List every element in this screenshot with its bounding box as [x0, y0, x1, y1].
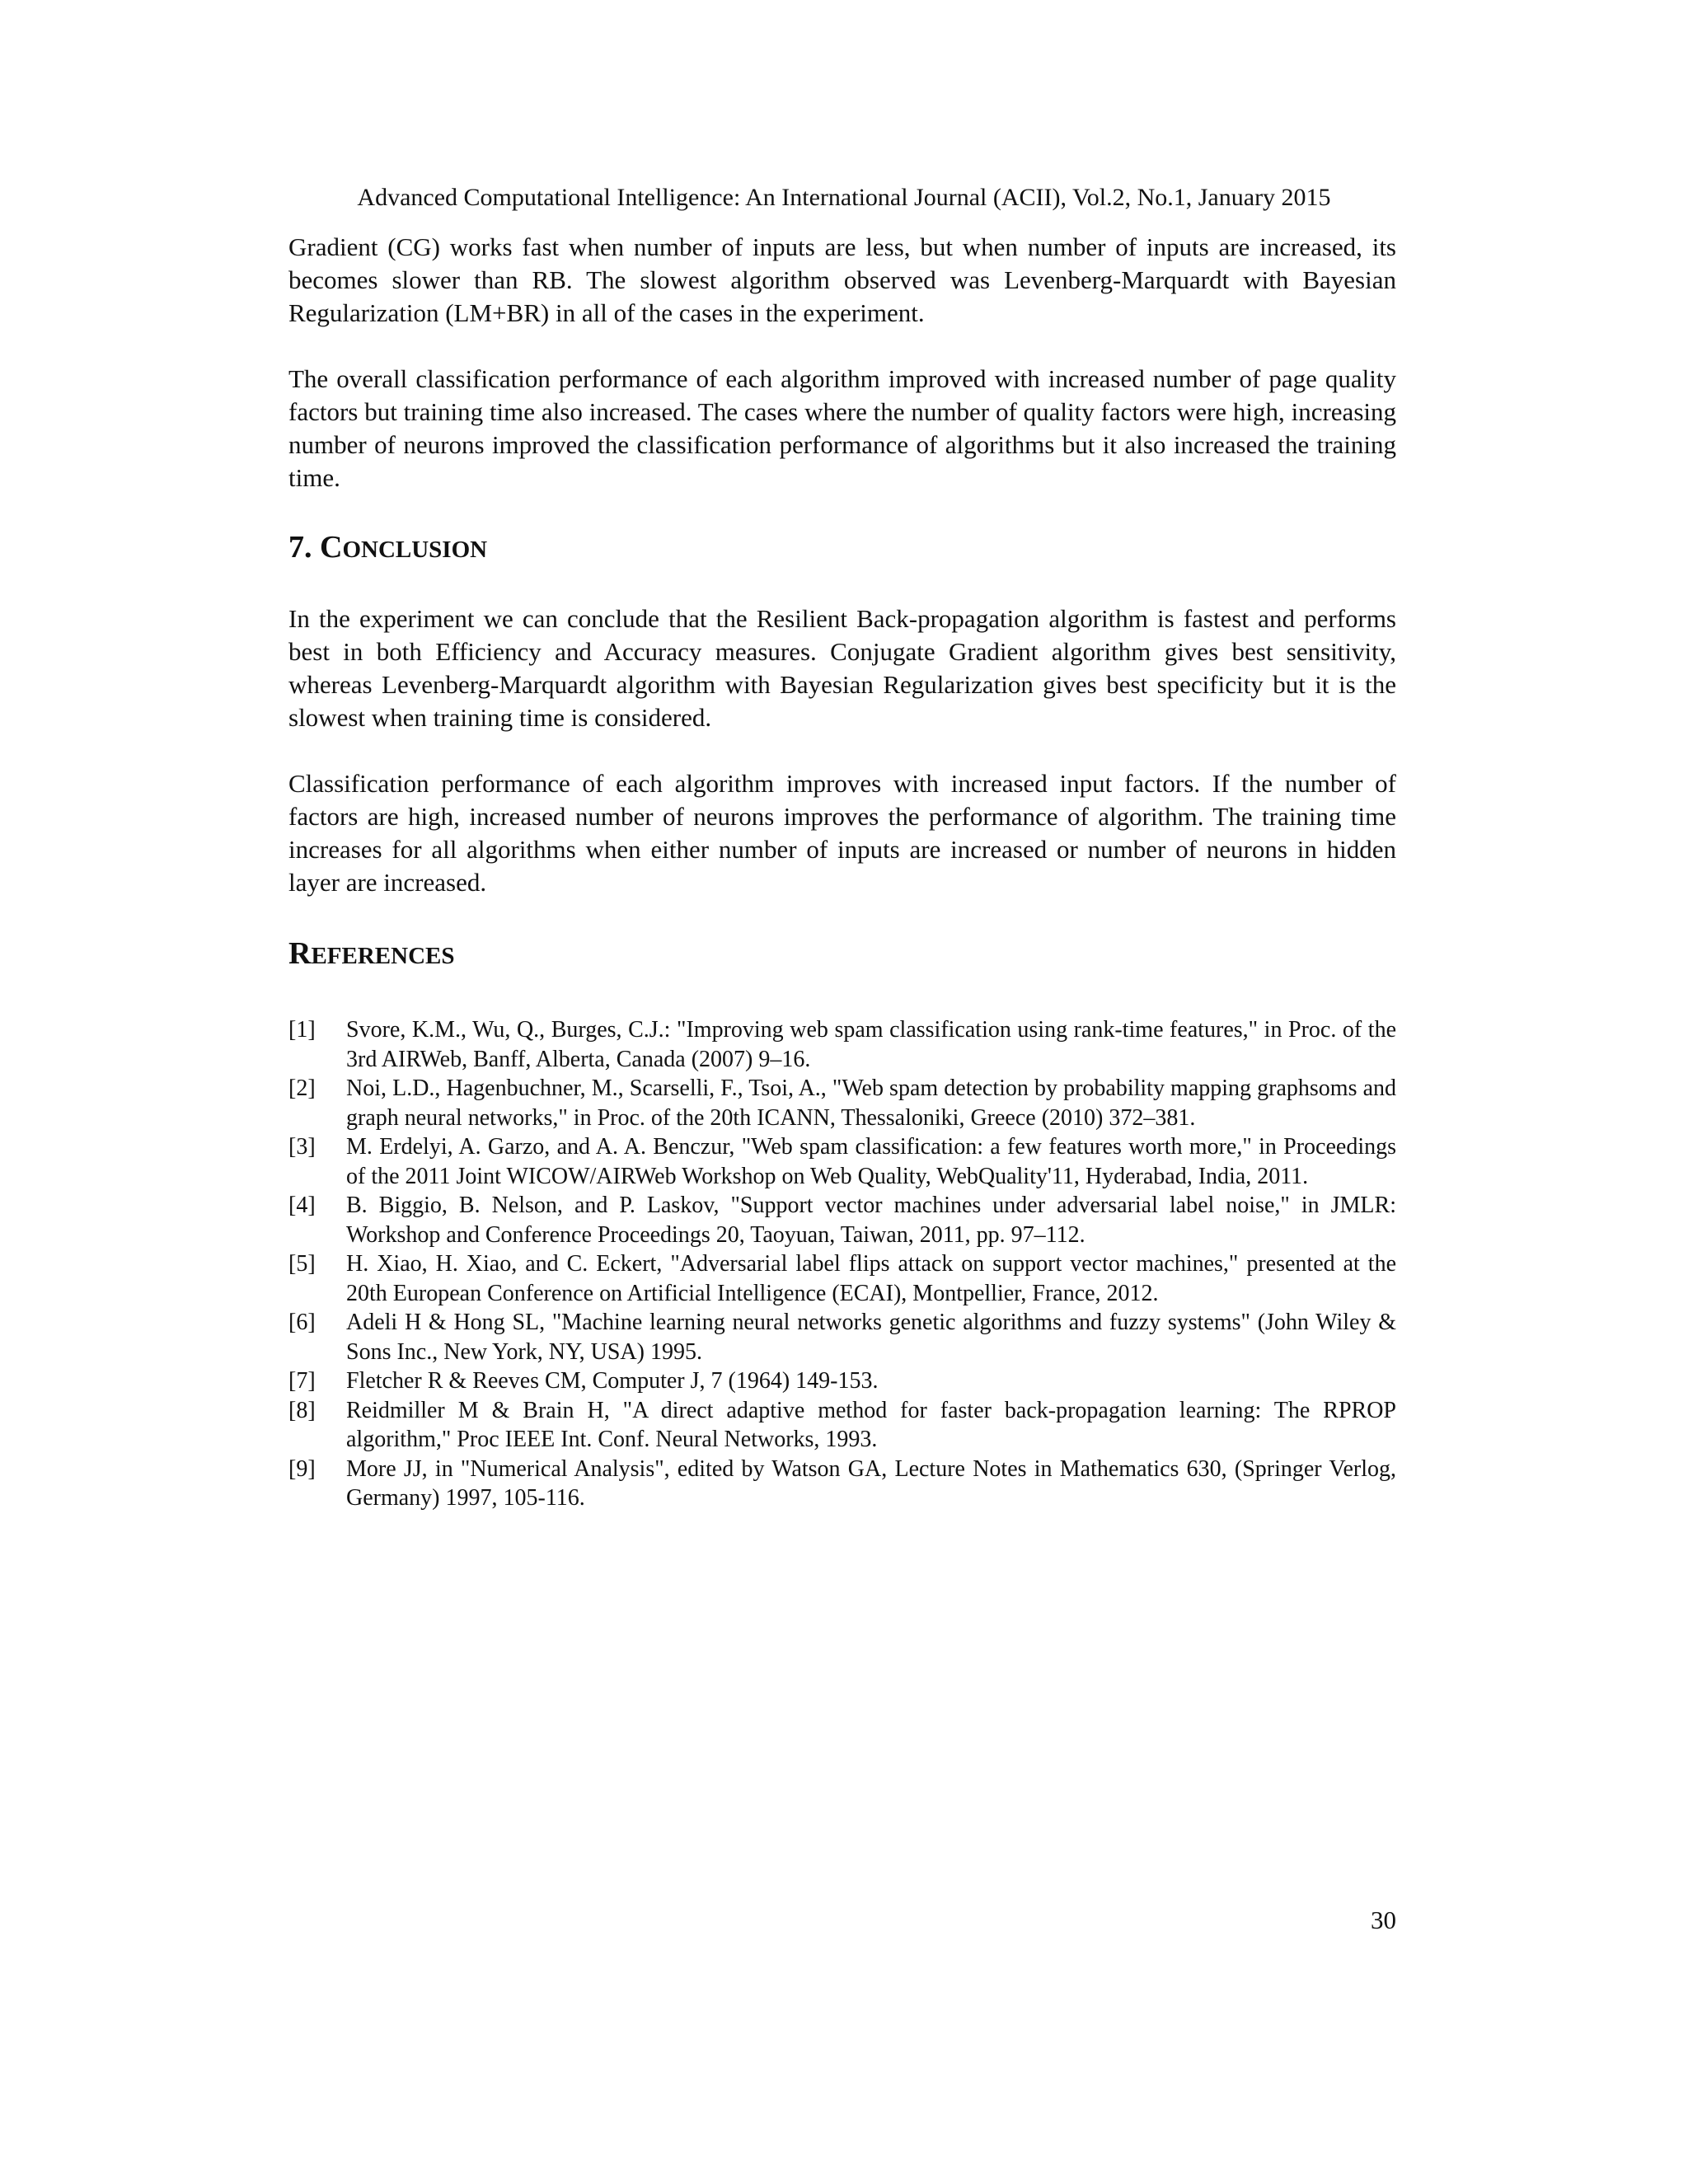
reference-text: More JJ, in "Numerical Analysis", edited by Watson GA, Lecture Notes in Mathematics 630, (Springer Verlog, Germany) 1997, 105-116. [346, 1455, 1396, 1511]
reference-number: [1] [288, 1017, 316, 1043]
reference-text: Noi, L.D., Hagenbuchner, M., Scarselli, F., Tsoi, A., "Web spam detection by probability mapping graphsoms and graph neural networks," in Proc. of the 20th ICANN, Thessaloniki, Greece (2010) 372–381. [346, 1076, 1396, 1131]
reference-text: Adeli H & Hong SL, "Machine learning neural networks genetic algorithms and fuzzy systems" (John Wiley & Sons Inc., New York, NY, USA) 1995. [346, 1310, 1396, 1365]
reference-item [288, 1191, 1396, 1249]
reference-item [288, 1396, 1396, 1455]
reference-item [288, 1308, 1396, 1366]
reference-number: [2] [288, 1076, 316, 1101]
reference-number: [3] [288, 1134, 316, 1160]
reference-item [288, 1015, 1396, 1074]
reference-item [288, 1074, 1396, 1132]
page-content [288, 231, 1396, 1513]
conclusion-paragraph: Classification performance of each algorithm improves with increased input factors. If the number of factors are high, increased number of neurons improves the performance of algorithm. The training time increases for all algorithms when either number of inputs are increased or number of neurons in hidden layer are increased. [288, 769, 1396, 897]
section-heading-conclusion [288, 529, 1396, 568]
body-paragraph: The overall classification performance of each algorithm improved with increased number of page quality factors but training time also increased. The cases where the number of quality factors were high, increasing number of neurons improved the classification performance of algorithms but it also increased the training time. [288, 364, 1396, 492]
reference-item [288, 1455, 1396, 1513]
section-title-initial: R [288, 936, 312, 971]
reference-item [288, 1132, 1396, 1191]
reference-text: M. Erdelyi, A. Garzo, and A. A. Benczur, "Web spam classification: a few features worth more," in Proceedings of the 2011 Joint WICOW/AIRWeb Workshop on Web Quality, WebQuality'11, Hyderabad, India, 2011. [346, 1134, 1396, 1189]
section-title-rest: EFERENCES [311, 943, 455, 969]
section-number: 7. [288, 530, 320, 565]
conclusion-paragraph: In the experiment we can conclude that the Resilient Back-propagation algorithm is fastest and performs best in both Efficiency and Accuracy measures. Conjugate Gradient algorithm gives best sensitivity, whereas Levenberg-Marquardt algorithm with Bayesian Regularization gives best specificity but it is the slowest when training time is considered. [288, 604, 1396, 732]
reference-number: [9] [288, 1455, 316, 1482]
reference-text: B. Biggio, B. Nelson, and P. Laskov, "Support vector machines under adversarial label noise," in JMLR: Workshop and Conference Proceedings 20, Taoyuan, Taiwan, 2011, pp. 97–112. [346, 1193, 1396, 1248]
reference-text: Fletcher R & Reeves CM, Computer J, 7 (1964) 149-153. [346, 1368, 879, 1394]
reference-number: [4] [288, 1193, 316, 1218]
running-header: Advanced Computational Intelligence: An International Journal (ACII), Vol.2, No.1, January 2015 [357, 184, 1331, 211]
reference-number: [5] [288, 1251, 316, 1277]
reference-item [288, 1366, 1396, 1396]
reference-number: [6] [288, 1310, 316, 1335]
section-title-initial: C [320, 530, 343, 565]
body-paragraph: Gradient (CG) works fast when number of inputs are less, but when number of inputs are increased, its becomes slower than RB. The slowest algorithm observed was Levenberg-Marquardt with Bayesian Regularization (LM+BR) in all of the cases in the experiment. [288, 232, 1396, 327]
reference-text: H. Xiao, H. Xiao, and C. Eckert, "Adversarial label flips attack on support vector machines," presented at the 20th European Conference on Artificial Intelligence (ECAI), Montpellier, France, 2012. [346, 1251, 1396, 1306]
section-title-rest: ONCLUSION [342, 537, 488, 563]
reference-list [288, 1015, 1396, 1513]
reference-text: Reidmiller M & Brain H, "A direct adaptive method for faster back-propagation learning: The RPROP algorithm," Proc IEEE Int. Conf. Neural Networks, 1993. [346, 1397, 1396, 1452]
section-heading-references [288, 935, 1396, 974]
reference-text: Svore, K.M., Wu, Q., Burges, C.J.: "Improving web spam classification using rank-time features," in Proc. of the 3rd AIRWeb, Banff, Alberta, Canada (2007) 9–16. [346, 1017, 1396, 1072]
reference-number: [7] [288, 1368, 316, 1394]
reference-item [288, 1249, 1396, 1308]
reference-number: [8] [288, 1397, 316, 1423]
page-number: 30 [1371, 1905, 1396, 1934]
